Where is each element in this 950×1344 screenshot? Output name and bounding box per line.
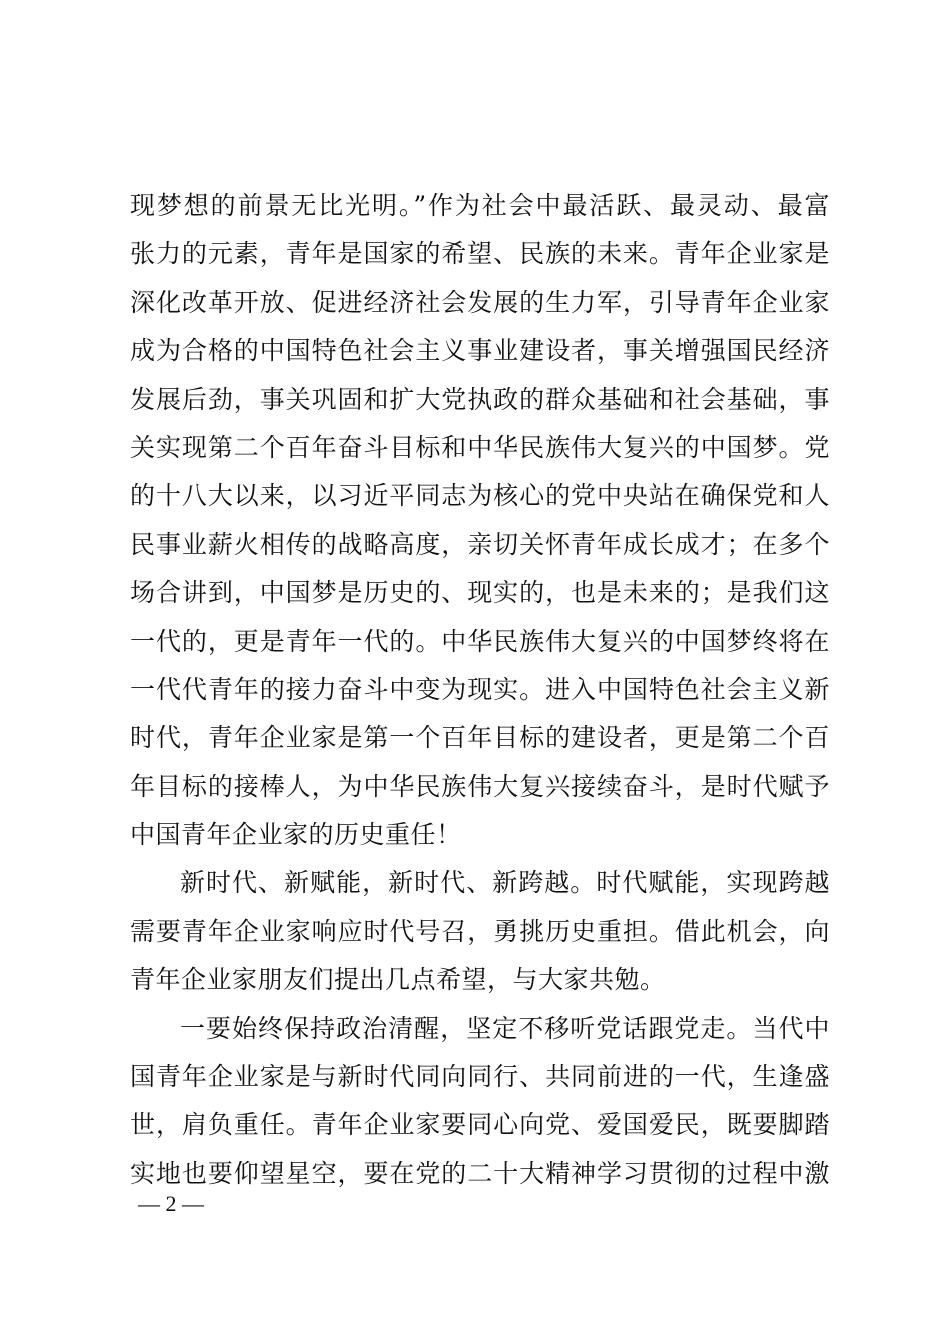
text-line: 需要青年企业家响应时代号召，勇挑历史重担。借此机会，向 bbox=[130, 916, 830, 946]
text-line: 发展后劲，事关巩固和扩大党执政的群众基础和社会基础，事 bbox=[130, 384, 830, 414]
text-line: 时代，青年企业家是第一个百年目标的建设者，更是第二个百 bbox=[130, 723, 830, 753]
text-line: 中国青年企业家的历史重任！ bbox=[130, 820, 462, 850]
text-line: 青年企业家朋友们提出几点希望，与大家共勉。 bbox=[130, 965, 666, 995]
body-text bbox=[130, 182, 830, 1198]
page-number: — 2 — bbox=[138, 1191, 204, 1216]
text-line: 一代代青年的接力奋斗中变为现实。进入中国特色社会主义新 bbox=[130, 674, 830, 704]
text-line: 现梦想的前景无比光明。”作为社会中最活跃、最灵动、最富 bbox=[130, 191, 830, 220]
text-line: 实地也要仰望星空，要在党的二十大精神学习贯彻的过程中激 bbox=[130, 1158, 830, 1188]
text-line: 国青年企业家是与新时代同向同行、共同前进的一代，生逢盛 bbox=[130, 1062, 830, 1092]
text-line: 场合讲到，中国梦是历史的、现实的，也是未来的；是我们这 bbox=[130, 578, 830, 608]
text-line: 深化改革开放、促进经济社会发展的生力军，引导青年企业家 bbox=[130, 287, 830, 317]
text-line: 张力的元素，青年是国家的希望、民族的未来。青年企业家是 bbox=[130, 239, 830, 269]
text-line: 民事业薪火相传的战略高度，亲切关怀青年成长成才；在多个 bbox=[130, 529, 830, 559]
paragraph-first-line: 新时代、新赋能，新时代、新跨越。时代赋能，实现跨越 bbox=[180, 868, 830, 898]
text-line: 一代的，更是青年一代的。中华民族伟大复兴的中国梦终将在 bbox=[130, 626, 830, 656]
text-line: 年目标的接棒人，为中华民族伟大复兴接续奋斗，是时代赋予 bbox=[130, 771, 830, 801]
text-line: 世，肩负重任。青年企业家要同心向党、爱国爱民，既要脚踏 bbox=[130, 1110, 830, 1140]
paragraph-first-line: 一要始终保持政治清醒，坚定不移听党话跟党走。当代中 bbox=[180, 1013, 830, 1043]
text-line: 关实现第二个百年奋斗目标和中华民族伟大复兴的中国梦。党 bbox=[130, 432, 830, 462]
text-line: 成为合格的中国特色社会主义事业建设者，事关增强国民经济 bbox=[130, 336, 830, 366]
text-line: 的十八大以来，以习近平同志为核心的党中央站在确保党和人 bbox=[130, 481, 830, 511]
